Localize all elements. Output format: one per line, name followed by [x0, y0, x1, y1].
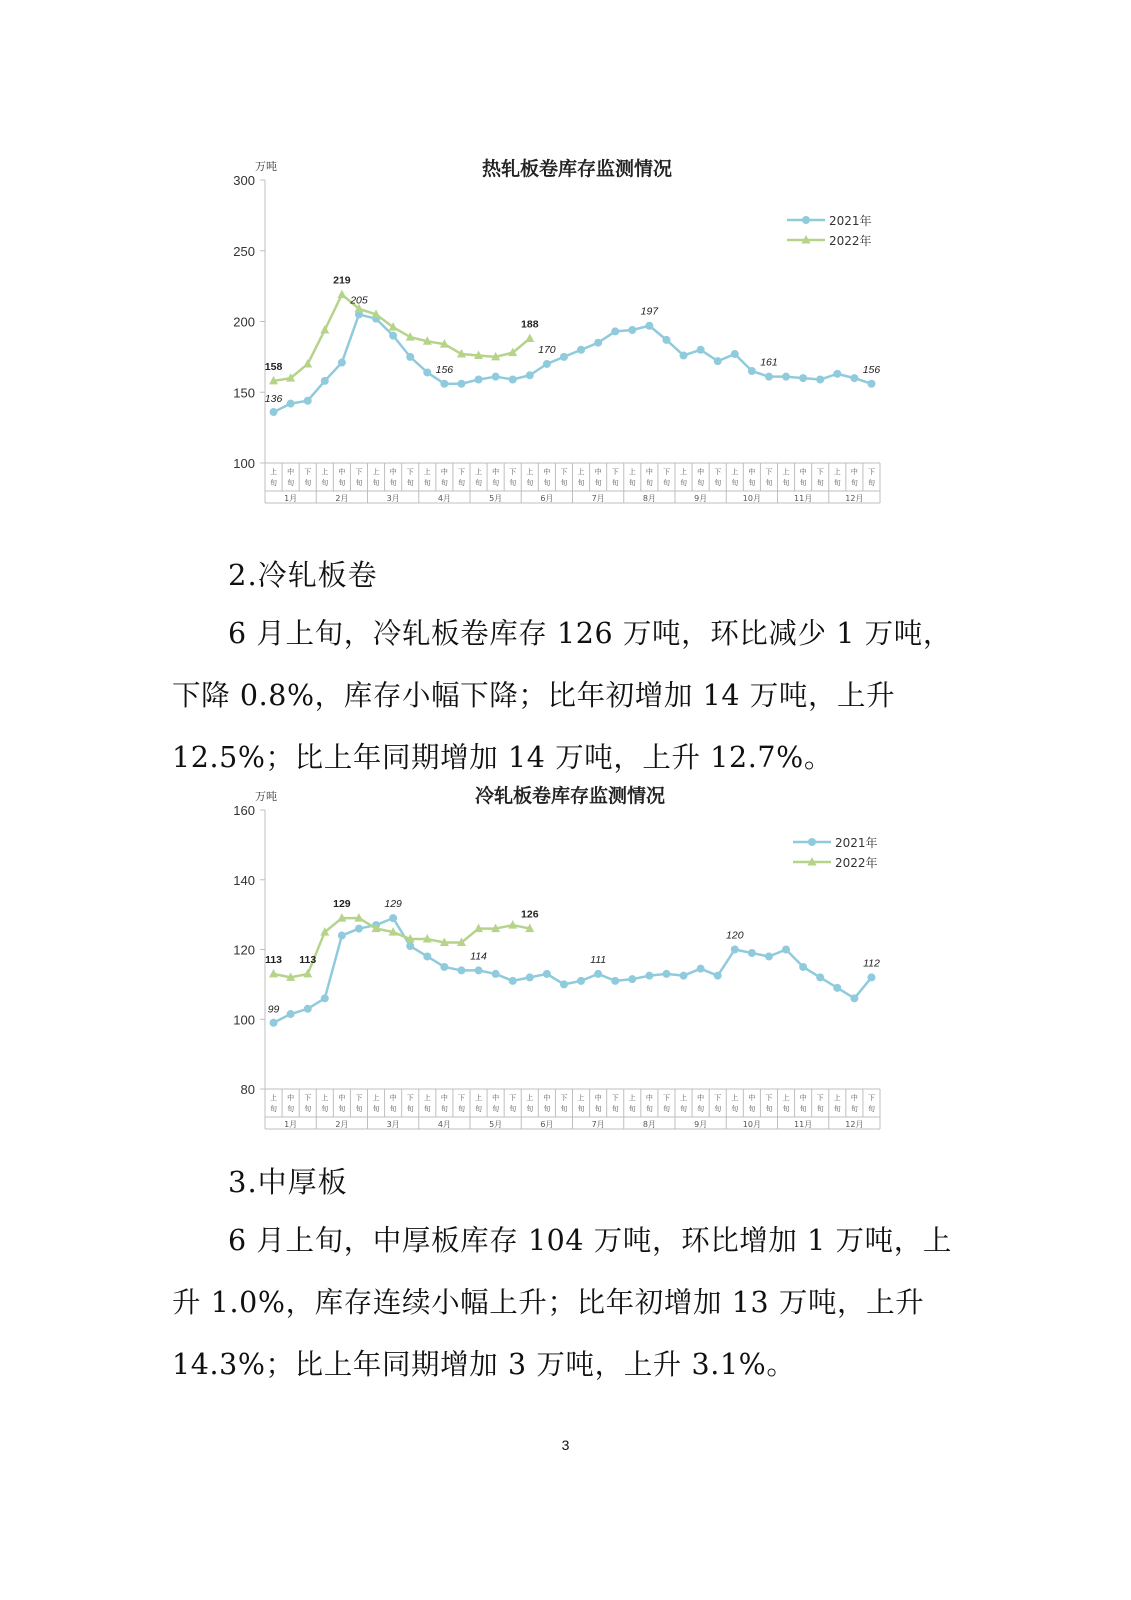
x-tick-label-char: 旬 [611, 1105, 619, 1113]
x-tick-label-char: 中 [440, 1094, 448, 1102]
data-point-2021 [321, 994, 329, 1002]
y-tick-label: 150 [233, 385, 255, 401]
x-tick-label-char: 中 [645, 468, 653, 476]
x-month-label: 5月 [489, 494, 503, 503]
x-tick-label-char: 中 [748, 1094, 756, 1102]
x-tick-label-char: 旬 [440, 479, 448, 487]
x-tick-label-char: 上 [423, 1094, 431, 1102]
data-point-2021 [594, 970, 602, 978]
x-tick-label-char: 旬 [748, 1105, 756, 1113]
legend-label: 2022年 [835, 856, 878, 870]
x-tick-label-char: 下 [867, 1094, 875, 1102]
x-tick-label-char: 下 [611, 468, 619, 476]
data-point-2021 [628, 326, 636, 334]
x-tick-label-char: 旬 [816, 479, 824, 487]
data-point-2021 [440, 963, 448, 971]
x-tick-label-char: 旬 [287, 1105, 295, 1113]
x-tick-label-char: 下 [560, 1094, 568, 1102]
data-point-2021 [645, 322, 653, 330]
data-point-2022 [525, 333, 534, 342]
data-point-2022 [303, 969, 312, 978]
data-point-2021 [731, 350, 739, 358]
data-point-2021 [321, 377, 329, 385]
x-tick-label-char: 旬 [355, 479, 363, 487]
x-tick-label-char: 旬 [543, 479, 551, 487]
x-tick-label-char: 旬 [697, 479, 705, 487]
x-tick-label-char: 旬 [560, 1105, 568, 1113]
x-tick-label-char: 下 [304, 1094, 312, 1102]
data-point-2021 [287, 1010, 295, 1018]
data-point-2021 [799, 374, 807, 382]
data-point-2021 [526, 973, 534, 981]
data-point-2021 [492, 373, 500, 381]
data-label: 158 [264, 360, 283, 373]
x-tick-label-char: 中 [697, 468, 705, 476]
x-tick-label-char: 旬 [526, 479, 534, 487]
data-point-2021 [850, 374, 858, 382]
x-tick-label-char: 旬 [372, 1105, 380, 1113]
x-tick-label-char: 旬 [645, 1105, 653, 1113]
x-tick-label-char: 下 [765, 1094, 773, 1102]
chart-title: 冷轧板卷库存监测情况 [474, 785, 666, 807]
x-tick-label-char: 旬 [662, 1105, 670, 1113]
x-tick-label-char: 旬 [457, 1105, 465, 1113]
x-month-label: 10月 [742, 1120, 761, 1129]
x-tick-label-char: 上 [680, 468, 688, 476]
data-label: 126 [521, 908, 539, 921]
data-point-2021 [714, 972, 722, 980]
data-label: 113 [299, 953, 317, 966]
x-month-label: 6月 [540, 1120, 554, 1129]
chart-title: 热轧板卷库存监测情况 [481, 158, 673, 180]
x-tick-label-char: 旬 [628, 1105, 636, 1113]
x-tick-label-char: 旬 [509, 1105, 517, 1113]
data-point-2021 [816, 376, 824, 384]
data-point-2021 [577, 346, 585, 354]
x-month-label: 1月 [284, 1120, 298, 1129]
x-tick-label-char: 上 [782, 1094, 790, 1102]
x-tick-label-char: 下 [355, 1094, 363, 1102]
data-label: 129 [384, 898, 402, 911]
x-tick-label-char: 旬 [714, 479, 722, 487]
x-tick-label-char: 下 [714, 1094, 722, 1102]
x-tick-label-char: 下 [406, 1094, 414, 1102]
x-tick-label-char: 旬 [782, 1105, 790, 1113]
x-month-label: 11月 [794, 1120, 813, 1129]
x-tick-label-char: 中 [543, 468, 551, 476]
data-point-2021 [270, 408, 278, 416]
y-axis-unit-label: 万吨 [255, 790, 277, 803]
y-tick-label: 200 [233, 314, 255, 330]
legend-label: 2021年 [835, 836, 878, 850]
section-heading-cold-rolled: 2.冷轧板卷 [228, 558, 378, 592]
x-tick-label-char: 旬 [389, 479, 397, 487]
data-point-2021 [440, 380, 448, 388]
x-tick-label-char: 中 [594, 1094, 602, 1102]
x-tick-label-char: 旬 [338, 479, 346, 487]
data-point-2021 [475, 376, 483, 384]
data-point-2021 [714, 357, 722, 365]
x-tick-label-char: 上 [270, 1094, 278, 1102]
x-tick-label-char: 旬 [799, 479, 807, 487]
x-tick-label-char: 中 [287, 1094, 295, 1102]
data-point-2021 [594, 339, 602, 347]
x-tick-label-char: 下 [867, 468, 875, 476]
x-month-label: 8月 [642, 494, 656, 503]
x-tick-label-char: 中 [389, 1094, 397, 1102]
x-tick-label-char: 上 [731, 468, 739, 476]
x-tick-label-char: 旬 [287, 479, 295, 487]
data-point-2021 [287, 400, 295, 408]
x-tick-label-char: 中 [440, 468, 448, 476]
data-point-2021 [543, 970, 551, 978]
x-month-label: 10月 [742, 494, 761, 503]
data-point-2021 [270, 1019, 278, 1027]
x-tick-label-char: 旬 [628, 479, 636, 487]
data-label: 129 [333, 898, 351, 911]
x-tick-label-char: 上 [423, 468, 431, 476]
data-label: 156 [862, 363, 881, 376]
data-label: 156 [435, 363, 454, 376]
x-tick-label-char: 旬 [423, 1105, 431, 1113]
x-tick-label-char: 旬 [594, 479, 602, 487]
x-tick-label-char: 旬 [475, 479, 483, 487]
data-point-2021 [389, 914, 397, 922]
data-point-2021 [816, 973, 824, 981]
x-tick-label-char: 旬 [457, 479, 465, 487]
x-tick-label-char: 下 [355, 468, 363, 476]
x-tick-label-char: 中 [543, 1094, 551, 1102]
data-point-2021 [304, 1005, 312, 1013]
x-tick-label-char: 旬 [577, 479, 585, 487]
x-tick-label-char: 下 [714, 468, 722, 476]
data-point-2021 [509, 376, 517, 384]
x-tick-label-char: 旬 [850, 479, 858, 487]
x-tick-label-char: 旬 [765, 1105, 773, 1113]
y-tick-label: 160 [233, 803, 255, 818]
x-tick-label-char: 上 [628, 468, 636, 476]
y-tick-label: 250 [233, 243, 255, 259]
x-tick-label-char: 下 [304, 468, 312, 476]
data-point-2021 [560, 353, 568, 361]
data-point-2021 [560, 980, 568, 988]
legend-marker [802, 216, 810, 224]
x-tick-label-char: 上 [270, 468, 278, 476]
x-month-label: 1月 [284, 494, 298, 503]
data-point-2021 [457, 380, 465, 388]
section-paragraph-medium-plate: 6 月上旬，中厚板库存 104 万吨，环比增加 1 万吨，上升 1.0%，库存连续小幅上升；比年初增加 13 万吨，上升 14.3%；比上年同期增加 3 万吨，上升 3.1%。 [172, 1224, 952, 1381]
data-point-2021 [680, 972, 688, 980]
x-tick-label-char: 下 [765, 468, 773, 476]
legend-label: 2022年 [829, 234, 872, 248]
x-month-label: 4月 [437, 494, 451, 503]
data-point-2022 [508, 920, 517, 929]
x-tick-label-char: 旬 [389, 1105, 397, 1113]
x-tick-label-char: 中 [850, 1094, 858, 1102]
data-point-2021 [799, 963, 807, 971]
x-tick-label-char: 旬 [423, 479, 431, 487]
x-tick-label-char: 上 [731, 1094, 739, 1102]
x-month-label: 5月 [489, 1120, 503, 1129]
x-tick-label-char: 上 [372, 1094, 380, 1102]
data-label: 188 [521, 318, 539, 331]
x-tick-label-char: 旬 [509, 479, 517, 487]
data-point-2021 [492, 970, 500, 978]
data-point-2021 [782, 946, 790, 954]
x-tick-label-char: 旬 [526, 1105, 534, 1113]
x-tick-label-char: 中 [748, 468, 756, 476]
data-label: 120 [726, 929, 744, 942]
y-tick-label: 100 [233, 1012, 255, 1028]
data-point-2021 [765, 373, 773, 381]
section-heading-medium-plate: 3.中厚板 [228, 1165, 348, 1199]
data-point-2021 [406, 942, 414, 950]
data-point-2021 [304, 397, 312, 405]
x-month-label: 9月 [694, 1120, 708, 1129]
x-month-label: 12月 [845, 494, 864, 503]
chart-cold-rolled-coil-inventory [215, 778, 895, 1128]
y-tick-label: 80 [240, 1082, 255, 1097]
x-tick-label-char: 旬 [321, 479, 329, 487]
x-month-label: 8月 [642, 1120, 656, 1129]
data-point-2021 [338, 932, 346, 940]
series-line-2022 [274, 295, 530, 381]
x-tick-label-char: 下 [662, 468, 670, 476]
x-tick-label-char: 中 [799, 1094, 807, 1102]
data-label: 111 [590, 953, 607, 966]
data-point-2021 [475, 966, 483, 974]
x-tick-label-char: 下 [816, 1094, 824, 1102]
data-point-2021 [748, 367, 756, 375]
legend-label: 2021年 [829, 214, 872, 228]
x-tick-label-char: 旬 [731, 479, 739, 487]
data-point-2021 [611, 977, 619, 985]
x-tick-label-char: 旬 [645, 479, 653, 487]
data-point-2021 [423, 952, 431, 960]
x-tick-label-char: 下 [457, 468, 465, 476]
y-tick-label: 300 [233, 173, 255, 188]
x-month-label: 12月 [845, 1120, 864, 1129]
data-point-2021 [833, 984, 841, 992]
x-tick-label-char: 旬 [475, 1105, 483, 1113]
y-tick-label: 100 [233, 456, 255, 471]
x-tick-label-char: 旬 [680, 1105, 688, 1113]
page-number: 3 [561, 1437, 570, 1453]
x-tick-label-char: 上 [475, 1094, 483, 1102]
x-tick-label-char: 上 [526, 468, 534, 476]
x-tick-label-char: 旬 [577, 1105, 585, 1113]
x-month-label: 6月 [540, 494, 554, 503]
x-tick-label-char: 旬 [867, 1105, 875, 1113]
series-line-2021 [274, 314, 872, 412]
chart-svg [215, 778, 895, 1128]
data-point-2021 [406, 353, 414, 361]
data-point-2021 [782, 373, 790, 381]
x-month-label: 3月 [386, 1120, 400, 1129]
x-tick-label-char: 旬 [338, 1105, 346, 1113]
x-tick-label-char: 旬 [816, 1105, 824, 1113]
x-tick-label-char: 上 [577, 468, 585, 476]
data-point-2021 [577, 977, 585, 985]
data-point-2021 [748, 949, 756, 957]
x-tick-label-char: 中 [338, 468, 346, 476]
x-tick-label-char: 中 [492, 1094, 500, 1102]
data-point-2021 [457, 966, 465, 974]
x-tick-label-char: 旬 [714, 1105, 722, 1113]
x-tick-label-char: 旬 [680, 479, 688, 487]
x-tick-label-char: 旬 [748, 479, 756, 487]
data-label: 197 [640, 305, 659, 318]
x-tick-label-char: 旬 [594, 1105, 602, 1113]
data-point-2021 [389, 332, 397, 340]
x-tick-label-char: 上 [475, 468, 483, 476]
data-label: 161 [760, 356, 778, 369]
x-tick-label-char: 旬 [406, 1105, 414, 1113]
y-tick-label: 120 [233, 942, 255, 958]
x-tick-label-char: 上 [321, 1094, 329, 1102]
data-point-2021 [543, 360, 551, 368]
x-month-label: 2月 [335, 494, 349, 503]
data-point-2021 [867, 380, 875, 388]
x-tick-label-char: 中 [594, 468, 602, 476]
x-tick-label-char: 旬 [270, 479, 278, 487]
x-month-label: 9月 [694, 494, 708, 503]
x-month-label: 7月 [591, 494, 605, 503]
x-tick-label-char: 中 [850, 468, 858, 476]
x-tick-label-char: 旬 [611, 479, 619, 487]
x-tick-label-char: 旬 [355, 1105, 363, 1113]
x-tick-label-char: 旬 [321, 1105, 329, 1113]
x-tick-label-char: 旬 [697, 1105, 705, 1113]
x-month-label: 2月 [335, 1120, 349, 1129]
y-tick-label: 140 [233, 872, 255, 888]
data-point-2021 [765, 952, 773, 960]
data-point-2021 [355, 925, 363, 933]
x-tick-label-char: 下 [406, 468, 414, 476]
data-point-2021 [697, 965, 705, 973]
x-tick-label-char: 上 [782, 468, 790, 476]
x-tick-label-char: 旬 [850, 1105, 858, 1113]
data-point-2021 [645, 972, 653, 980]
data-point-2021 [850, 994, 858, 1002]
x-tick-label-char: 旬 [731, 1105, 739, 1113]
chart-hot-rolled-coil-inventory [215, 148, 895, 503]
x-tick-label-char: 下 [662, 1094, 670, 1102]
x-tick-label-char: 中 [389, 468, 397, 476]
data-label: 170 [538, 343, 556, 356]
data-point-2021 [628, 975, 636, 983]
data-label: 112 [863, 957, 880, 970]
chart-svg [215, 148, 895, 503]
data-point-2021 [867, 973, 875, 981]
data-point-2021 [662, 970, 670, 978]
x-tick-label-char: 旬 [372, 479, 380, 487]
x-tick-label-char: 旬 [492, 479, 500, 487]
y-axis-unit-label: 万吨 [255, 160, 277, 173]
x-tick-label-char: 旬 [543, 1105, 551, 1113]
data-label: 136 [264, 393, 283, 406]
x-tick-label-char: 中 [338, 1094, 346, 1102]
x-tick-label-char: 中 [697, 1094, 705, 1102]
data-point-2021 [526, 371, 534, 379]
x-tick-label-char: 旬 [560, 479, 568, 487]
x-tick-label-char: 旬 [406, 479, 414, 487]
x-month-label: 7月 [591, 1120, 605, 1129]
data-point-2022 [269, 969, 278, 978]
data-point-2021 [509, 977, 517, 985]
data-point-2021 [611, 327, 619, 335]
x-tick-label-char: 下 [509, 468, 517, 476]
x-tick-label-char: 中 [492, 468, 500, 476]
legend-marker [808, 838, 816, 846]
x-tick-label-char: 上 [680, 1094, 688, 1102]
x-tick-label-char: 下 [611, 1094, 619, 1102]
x-tick-label-char: 中 [645, 1094, 653, 1102]
data-label: 114 [470, 950, 487, 963]
series-line-2021 [274, 918, 872, 1023]
x-tick-label-char: 中 [287, 468, 295, 476]
x-tick-label-char: 旬 [304, 1105, 312, 1113]
data-point-2021 [731, 946, 739, 954]
x-tick-label-char: 旬 [833, 479, 841, 487]
data-point-2022 [337, 290, 346, 299]
x-tick-label-char: 下 [457, 1094, 465, 1102]
data-label: 99 [267, 1003, 280, 1016]
x-tick-label-char: 上 [577, 1094, 585, 1102]
data-point-2021 [662, 336, 670, 344]
x-month-label: 3月 [386, 494, 400, 503]
x-tick-label-char: 旬 [662, 479, 670, 487]
data-point-2021 [833, 370, 841, 378]
data-label: 219 [333, 274, 351, 287]
x-tick-label-char: 旬 [867, 479, 875, 487]
x-tick-label-char: 上 [628, 1094, 636, 1102]
data-label: 113 [265, 953, 283, 966]
x-tick-label-char: 旬 [440, 1105, 448, 1113]
x-tick-label-char: 上 [321, 468, 329, 476]
x-tick-label-char: 上 [833, 468, 841, 476]
x-tick-label-char: 下 [560, 468, 568, 476]
x-tick-label-char: 上 [526, 1094, 534, 1102]
data-point-2021 [423, 368, 431, 376]
data-point-2021 [697, 346, 705, 354]
x-tick-label-char: 上 [833, 1094, 841, 1102]
data-label: 205 [350, 294, 368, 307]
x-tick-label-char: 旬 [304, 479, 312, 487]
data-point-2021 [680, 351, 688, 359]
x-month-label: 4月 [437, 1120, 451, 1129]
x-tick-label-char: 中 [799, 468, 807, 476]
data-point-2021 [338, 359, 346, 367]
x-tick-label-char: 旬 [833, 1105, 841, 1113]
x-month-label: 11月 [794, 494, 813, 503]
section-paragraph-cold-rolled: 6 月上旬，冷轧板卷库存 126 万吨，环比减少 1 万吨，下降 0.8%，库存小幅下降；比年初增加 14 万吨，上升 12.5%；比上年同期增加 14 万吨，上升 12.7%。 [172, 617, 952, 774]
x-tick-label-char: 下 [816, 468, 824, 476]
x-tick-label-char: 旬 [799, 1105, 807, 1113]
series-line-2022 [274, 918, 530, 977]
x-tick-label-char: 旬 [492, 1105, 500, 1113]
x-tick-label-char: 旬 [270, 1105, 278, 1113]
x-tick-label-char: 旬 [782, 479, 790, 487]
x-tick-label-char: 旬 [765, 479, 773, 487]
x-tick-label-char: 下 [509, 1094, 517, 1102]
x-tick-label-char: 上 [372, 468, 380, 476]
